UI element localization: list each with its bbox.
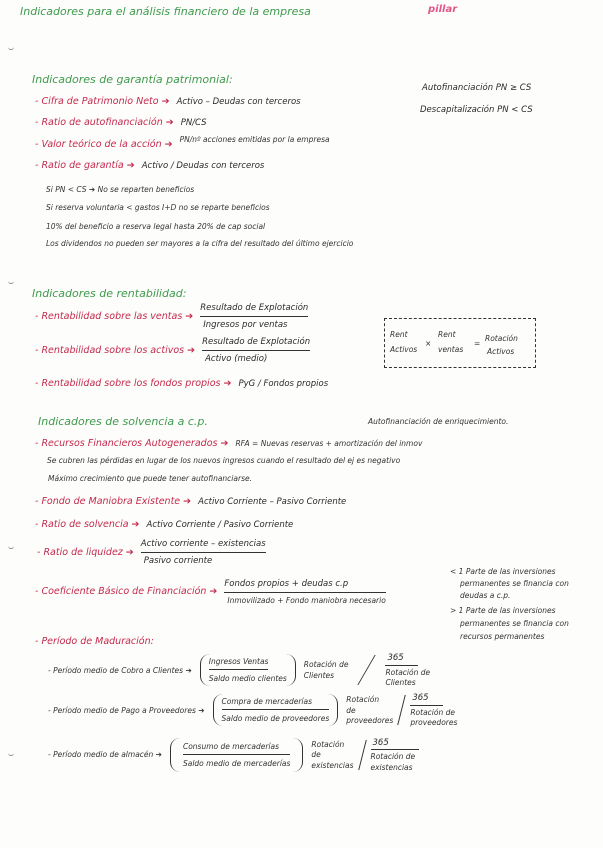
formula: RFA = Nuevas reservas + amortización del inmov [235,439,423,448]
box-text: Activos [390,345,418,354]
indicator-row [35,118,207,128]
term: - Rentabilidad sobre los activos ➔ [35,344,196,356]
punch-hole-mark [8,280,14,284]
box-operator: = [474,339,481,348]
term: - Coeficiente Básico de Financiación ➔ [35,586,218,598]
note: Los dividendos no pueden ser mayores a la cifra del resultado del último ejercicio [46,239,354,248]
divider-bar [398,695,406,725]
rotation-label-line: de [311,750,321,760]
indicator-row [35,97,301,107]
fraction-denominator: Ingresos por ventas [203,319,288,330]
term: - Rentabilidad sobre las ventas ➔ [35,310,194,322]
formula: Activo Corriente / Pasivo Corriente [146,519,294,530]
note: Si PN < CS ➔ No se reparten beneficios [46,185,195,194]
rotation-label-line: Rotación [311,739,345,749]
maduration-row [48,738,419,772]
indicator-row [35,338,310,363]
parenthesized-fraction [200,654,296,686]
term: - Ratio de garantía ➔ [35,160,135,171]
indicator-row [35,580,386,604]
note: deudas a c.p. [460,591,511,600]
box-operator: × [425,339,432,348]
term: - Valor teórico de la acción ➔ [35,139,173,150]
fraction-denominator: Activo (medio) [205,353,268,364]
rotation-label [304,661,349,679]
punch-hole-mark [8,752,14,756]
fraction-numerator: Resultado de Explotación [200,304,308,317]
term: - Período medio de Cobro a Clientes ➔ [48,665,192,675]
term: - Recursos Financieros Autogenerados ➔ [35,438,229,449]
fraction-numerator: Activo corriente – existencias [141,540,266,553]
punch-hole-mark [8,545,14,549]
fraction-numerator: Fondos propios + deudas c.p [224,580,385,593]
fraction [224,580,385,604]
divider-bar [358,740,366,770]
fraction [141,540,266,565]
rotation-label [346,696,393,725]
days-fraction [371,739,419,772]
formula: PN/CS [180,117,207,128]
term: - Ratio de autofinanciación ➔ [35,117,174,128]
term: - Fondo de Maniobra Existente ➔ [35,496,192,507]
days-denominator: existencias [370,762,413,772]
side-note: Autofinanciación de enriquecimiento. [368,417,509,426]
box-text: Activos [487,347,515,356]
note: 10% del beneficio a reserva legal hasta 20% de cap social [46,222,266,231]
formula: PN/nº acciones emitidas por la empresa [179,135,330,144]
indicator-row [35,379,328,389]
days-fraction [385,654,430,687]
fraction-denominator: Pasivo corriente [143,555,213,566]
days-numerator: 365 [410,694,442,706]
brand-watermark: pillar [428,4,458,15]
fraction [202,338,310,363]
rotation-label-line: existencias [311,760,354,770]
rotation-label-line: proveedores [346,716,394,725]
fraction-denominator: Saldo medio de mercaderías [182,758,291,768]
note: Se cubren las pérdidas en lugar de los nuevos ingresos cuando el resultado del ej es negativo [47,456,401,465]
fraction-denominator: Saldo medio clientes [208,673,287,683]
side-note: Descapitalización PN < CS [420,105,533,115]
parenthesized-fraction [213,694,339,726]
formula: Activo – Deudas con terceros [176,96,301,107]
days-denominator: Rotación de [370,752,416,762]
formula: Activo / Deudas con terceros [141,160,265,171]
fraction-denominator: Saldo medio de proveedores [221,713,330,723]
term: - Rentabilidad sobre los fondos propios ➔ [35,378,232,389]
note: Máximo crecimiento que puede tener autofinanciarse. [48,474,252,483]
section-heading: - Período de Maduración: [35,636,154,647]
box-text: Rent [390,330,408,339]
rotation-label-line: Clientes [303,670,335,680]
formula: Activo Corriente – Pasivo Corriente [198,496,347,507]
fraction-denominator: Inmovilizado + Fondo maniobra necesario [227,595,386,605]
days-denominator: Rotación de [410,707,455,717]
fraction-numerator: Compra de mercaderías [222,698,330,710]
box-text: ventas [438,345,464,354]
note: Si reserva voluntaria < gastos I+D no se reparte beneficios [46,203,270,212]
note: recursos permanentes [460,632,545,641]
fraction-numerator: Consumo de mercaderías [183,743,290,755]
days-denominator: Clientes [385,678,416,687]
fraction [200,304,308,329]
term: - Ratio de liquidez ➔ [37,546,134,558]
indicator-row [35,161,264,171]
rotation-label-line: Rotación de [303,660,349,670]
note: permanentes se financia con [460,579,569,588]
term: - Ratio de solvencia ➔ [35,519,140,530]
note: permanentes se financia con [460,619,569,628]
section-heading: Indicadores de garantía patrimonial: [32,73,233,86]
term: - Cifra de Patrimonio Neto ➔ [35,96,170,107]
maduration-row [48,694,457,727]
box-text: Rotación [485,334,518,343]
divider-slash [358,655,376,685]
term: - Período medio de almacén ➔ [48,750,162,760]
rotation-label-line: Rotación [346,695,380,704]
fraction-numerator: Ingresos Ventas [209,658,269,670]
side-note: Autofinanciación PN ≥ CS [422,83,532,93]
punch-hole-mark [8,46,14,50]
formula: PyG / Fondos propios [238,378,329,389]
days-denominator: proveedores [410,718,458,727]
maduration-row [48,654,430,687]
days-numerator: 365 [385,654,417,666]
document-title: Indicadores para el análisis financiero de la empresa [20,5,311,18]
indicator-row [35,497,346,507]
rotation-label-line: de [346,705,356,715]
days-numerator: 365 [371,739,419,751]
fraction-numerator: Resultado de Explotación [202,338,310,351]
indicator-row [35,439,422,449]
section-heading: Indicadores de rentabilidad: [32,287,187,300]
term: - Período medio de Pago a Proveedores ➔ [48,705,205,715]
note: > 1 Parte de las inversiones [450,606,556,615]
indicator-row [35,520,293,530]
box-text: Rent [438,330,456,339]
parenthesized-fraction [170,738,303,772]
section-heading: Indicadores de solvencia a c.p. [38,415,208,428]
days-denominator: Rotación de [385,667,431,677]
rotation-label [311,741,353,770]
indicator-row [35,304,308,329]
note: < 1 Parte de las inversiones [450,567,556,576]
indicator-row [37,540,266,565]
dashed-box [384,318,536,368]
days-fraction [410,694,457,727]
indicator-row [35,135,330,150]
